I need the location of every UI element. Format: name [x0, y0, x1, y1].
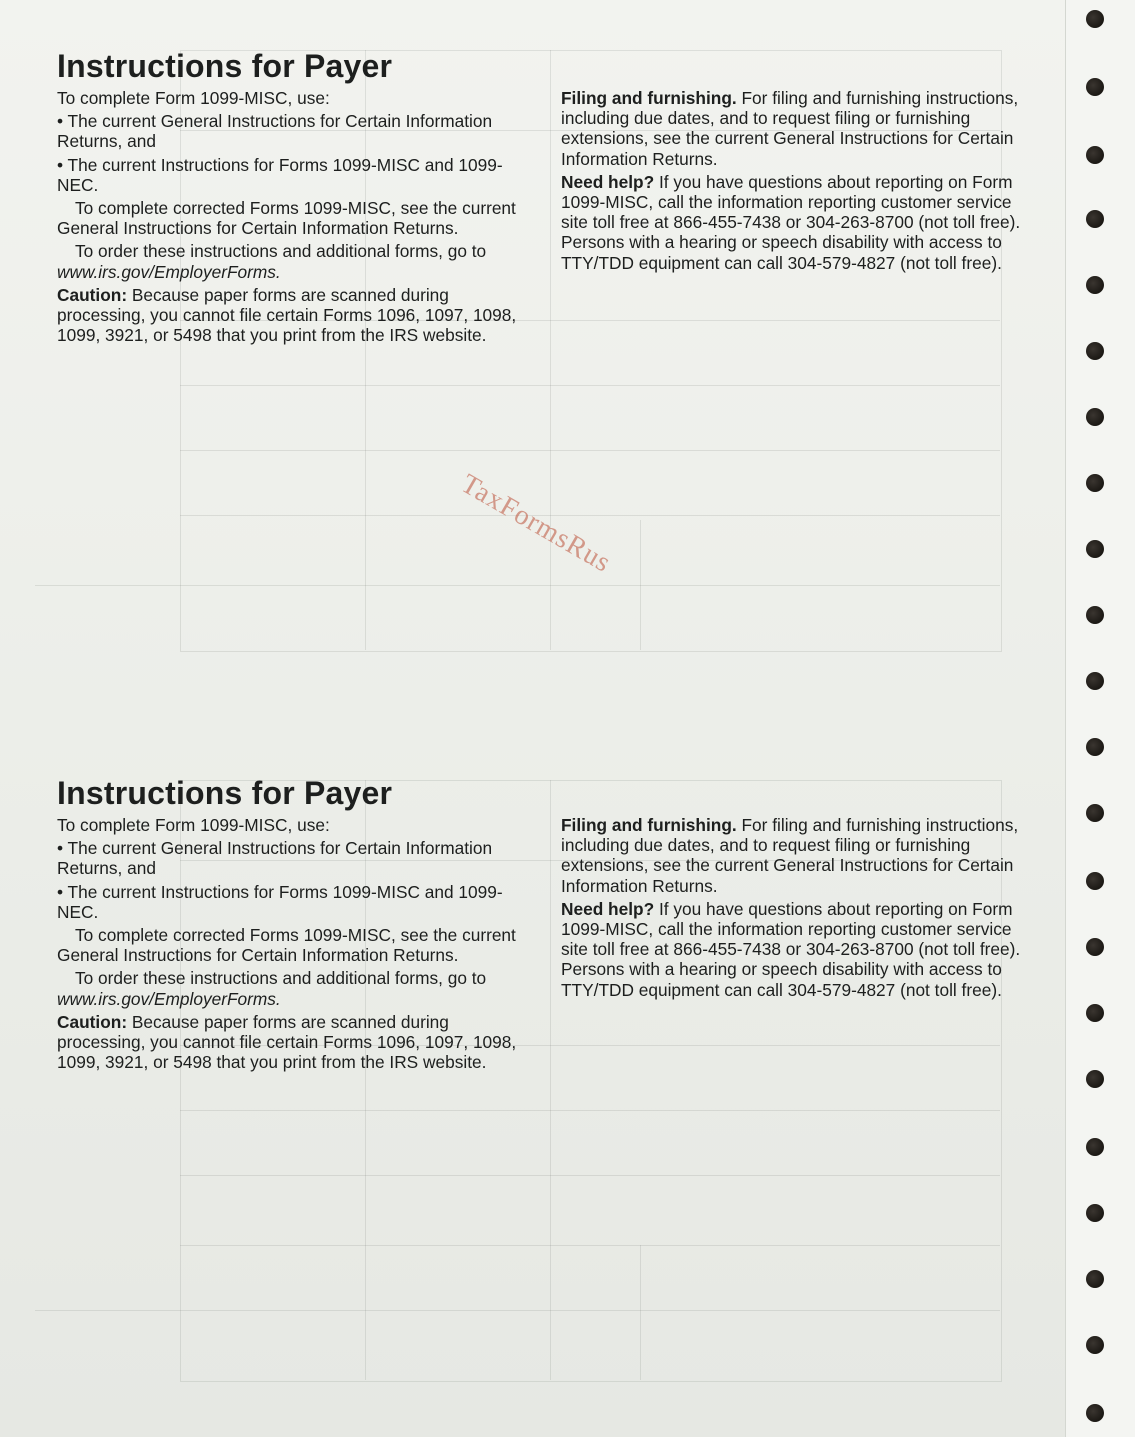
ghost-line	[180, 385, 1000, 386]
feed-hole-icon	[1086, 474, 1104, 492]
ghost-line	[550, 780, 551, 1380]
irs-link[interactable]: www.irs.gov/EmployerForms.	[57, 261, 281, 282]
filing-text: For filing and furnishing instructions, including due dates, and to request filing or furnishing extensions, see the current General Instructions for Certain Information Returns.	[561, 815, 1019, 896]
intro-text: To complete Form 1099-MISC, use:	[57, 88, 330, 108]
feed-hole-icon	[1086, 10, 1104, 28]
order-text: To order these instructions and additional forms, go to	[75, 968, 487, 989]
caution-text: Because paper forms are scanned during processing, you cannot file certain Forms 1096, 1097, 1098, 1099, 3921, or 5498 that you print from the IRS website.	[57, 1011, 517, 1073]
feed-hole-icon	[1086, 1204, 1104, 1222]
corrected-text: To complete corrected Forms 1099-MISC, see the current General Instructions for Certain Information Returns.	[57, 925, 516, 966]
order-paragraph	[57, 241, 527, 281]
caution-paragraph	[57, 1012, 527, 1073]
corrected-text: To complete corrected Forms 1099-MISC, see the current General Instructions for Certain Information Returns.	[57, 198, 516, 239]
feed-hole-icon	[1086, 1004, 1104, 1022]
ghost-line	[180, 515, 1000, 516]
filing-label: Filing and furnishing.	[561, 88, 737, 108]
feed-hole-icon	[1086, 540, 1104, 558]
intro-text: To complete Form 1099-MISC, use:	[57, 815, 330, 835]
order-paragraph	[57, 968, 527, 1008]
help-paragraph	[561, 899, 1031, 1000]
help-label: Need help?	[561, 898, 655, 919]
bullet-item: • The current Instructions for Forms 1099-MISC and 1099-NEC.	[57, 154, 503, 195]
caution-label: Caution:	[57, 1011, 128, 1032]
feed-hole-icon	[1086, 606, 1104, 624]
bullet-item: • The current General Instructions for Certain Information Returns, and	[57, 838, 493, 879]
ghost-line	[35, 585, 1000, 586]
feed-hole-icon	[1086, 408, 1104, 426]
feed-hole-icon	[1086, 78, 1104, 96]
feed-hole-icon	[1086, 872, 1104, 890]
feed-hole-icon	[1086, 276, 1104, 294]
section-title: Instructions for Payer	[57, 775, 393, 811]
ghost-line	[640, 1245, 641, 1380]
feed-hole-icon	[1086, 1336, 1104, 1354]
right-column	[561, 88, 1031, 276]
watermark: TaxFormsRus	[455, 468, 617, 579]
help-label: Need help?	[561, 171, 655, 192]
feed-hole-icon	[1086, 1270, 1104, 1288]
help-text: If you have questions about reporting on Form 1099-MISC, call the information reporting customer service site toll free at 866-455-7438 or 304-263-8700 (not toll free). Persons with a hearing or speech disability with access to TTY/TDD equipment can call 304-579-4827 (not toll free).	[561, 898, 1021, 1000]
ghost-line	[180, 1245, 1000, 1246]
ghost-line	[640, 520, 641, 650]
feed-hole-icon	[1086, 804, 1104, 822]
ghost-line	[550, 50, 551, 650]
left-column	[57, 88, 527, 348]
feed-hole-icon	[1086, 1404, 1104, 1422]
feed-hole-icon	[1086, 738, 1104, 756]
feed-hole-icon	[1086, 672, 1104, 690]
help-paragraph	[561, 172, 1031, 273]
feed-hole-icon	[1086, 1138, 1104, 1156]
feed-hole-icon	[1086, 1070, 1104, 1088]
filing-text: For filing and furnishing instructions, including due dates, and to request filing or furnishing extensions, see the current General Instructions for Certain Information Returns.	[561, 88, 1019, 169]
feed-hole-icon	[1086, 210, 1104, 228]
section-title: Instructions for Payer	[57, 48, 393, 84]
caution-text: Because paper forms are scanned during processing, you cannot file certain Forms 1096, 1097, 1098, 1099, 3921, or 5498 that you print from the IRS website.	[57, 284, 517, 346]
caution-label: Caution:	[57, 284, 128, 305]
feed-hole-icon	[1086, 938, 1104, 956]
filing-paragraph	[561, 815, 1031, 896]
filing-label: Filing and furnishing.	[561, 815, 737, 835]
irs-link[interactable]: www.irs.gov/EmployerForms.	[57, 988, 281, 1009]
left-column	[57, 815, 527, 1075]
help-text: If you have questions about reporting on Form 1099-MISC, call the information reporting customer service site toll free at 866-455-7438 or 304-263-8700 (not toll free). Persons with a hearing or speech disability with access to TTY/TDD equipment can call 304-579-4827 (not toll free).	[561, 171, 1021, 273]
ghost-line	[180, 1175, 1000, 1176]
right-column	[561, 815, 1031, 1003]
bullet-item: • The current General Instructions for Certain Information Returns, and	[57, 111, 493, 152]
ghost-line	[35, 1310, 1000, 1311]
ghost-line	[180, 1110, 1000, 1111]
bullet-item: • The current Instructions for Forms 1099-MISC and 1099-NEC.	[57, 881, 503, 922]
caution-paragraph	[57, 285, 527, 346]
order-text: To order these instructions and additional forms, go to	[75, 241, 487, 262]
filing-paragraph	[561, 88, 1031, 169]
feed-hole-icon	[1086, 342, 1104, 360]
ghost-line	[180, 450, 1000, 451]
feed-hole-icon	[1086, 146, 1104, 164]
